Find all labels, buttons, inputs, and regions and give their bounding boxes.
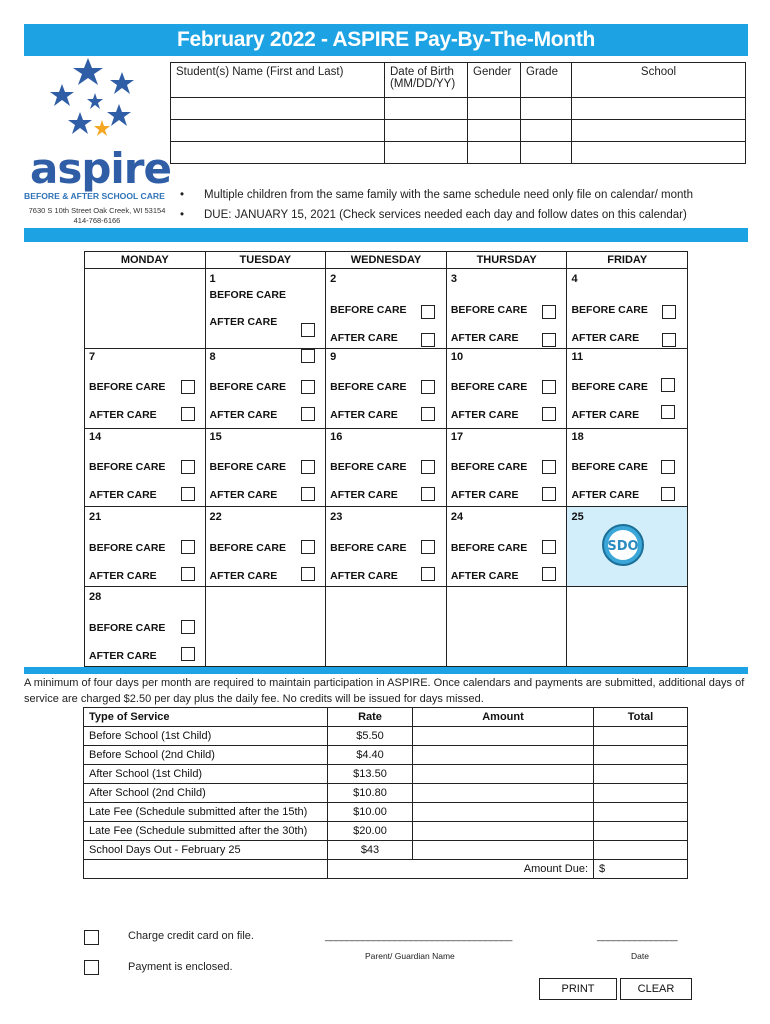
after-care-checkbox[interactable] — [421, 407, 435, 421]
student-info-table — [170, 62, 746, 164]
instruction-item: • DUE: JANUARY 15, 2021 (Check services needed each day and follow dates on this calendar) — [180, 205, 693, 225]
divider-bar — [24, 667, 748, 674]
amount-field[interactable] — [413, 803, 594, 822]
date-number: 1 — [209, 273, 216, 285]
student-name-field[interactable] — [171, 98, 385, 120]
phone-text: 414-768-6166 — [73, 216, 121, 225]
date-number: 23 — [330, 511, 343, 523]
date-number: 7 — [89, 351, 96, 363]
date-number: 2 — [330, 273, 337, 285]
date-number: 21 — [89, 511, 102, 523]
print-button[interactable]: PRINT — [539, 978, 617, 1000]
gender-field[interactable] — [468, 120, 521, 142]
before-care-checkbox[interactable] — [421, 460, 435, 474]
after-care-checkbox[interactable] — [421, 567, 435, 581]
before-care-label: BEFORE CARE — [571, 304, 648, 316]
before-care-checkbox[interactable] — [181, 380, 195, 394]
total-field[interactable] — [594, 784, 688, 803]
after-care-label: AFTER CARE — [450, 409, 519, 421]
total-field[interactable] — [594, 803, 688, 822]
calendar-cell — [567, 269, 688, 349]
day-header-thursday: THURSDAY — [446, 252, 567, 269]
before-care-label: BEFORE CARE — [450, 461, 528, 473]
after-care-label: AFTER CARE — [89, 650, 157, 662]
before-care-label: BEFORE CARE — [450, 542, 528, 554]
after-care-checkbox[interactable] — [542, 407, 556, 421]
table-row — [84, 803, 688, 822]
calendar-cell — [446, 349, 567, 429]
service-name: School Days Out - February 25 — [84, 841, 328, 860]
calendar-cell — [326, 349, 447, 429]
payment-enclosed-checkbox[interactable] — [84, 960, 99, 975]
total-header: Total — [594, 708, 688, 727]
service-rate: $43 — [328, 841, 413, 860]
date-label: Date — [631, 951, 649, 961]
after-care-label: AFTER CARE — [89, 489, 157, 501]
table-row — [84, 822, 688, 841]
service-name: Late Fee (Schedule submitted after the 15th) — [84, 803, 328, 822]
charge-card-checkbox[interactable] — [84, 930, 99, 945]
student-name-field[interactable] — [171, 142, 385, 164]
total-field[interactable] — [594, 727, 688, 746]
amount-field[interactable] — [413, 841, 594, 860]
service-rate: $10.80 — [328, 784, 413, 803]
after-care-label: AFTER CARE — [330, 570, 398, 582]
amount-field[interactable] — [413, 746, 594, 765]
clear-button[interactable]: CLEAR — [620, 978, 692, 1000]
date-number: 22 — [209, 511, 222, 523]
before-care-checkbox[interactable] — [301, 540, 315, 554]
before-care-label: BEFORE CARE — [571, 381, 648, 393]
before-care-checkbox[interactable] — [421, 305, 435, 319]
total-field[interactable] — [594, 841, 688, 860]
dob-header: Date of Birth (MM/DD/YY) — [385, 63, 468, 98]
dob-field[interactable] — [385, 120, 468, 142]
after-care-checkbox[interactable] — [421, 333, 435, 347]
service-name: After School (1st Child) — [84, 765, 328, 784]
gender-field[interactable] — [468, 142, 521, 164]
before-care-checkbox[interactable] — [662, 305, 676, 319]
service-rate: $20.00 — [328, 822, 413, 841]
after-care-label: AFTER CARE — [571, 332, 640, 344]
before-care-checkbox[interactable] — [661, 378, 675, 392]
date-number: 17 — [450, 431, 464, 443]
gender-header: Gender — [468, 63, 521, 98]
before-care-label: BEFORE CARE — [89, 622, 166, 634]
instructions-list — [180, 185, 693, 225]
before-care-label: BEFORE CARE — [330, 381, 407, 393]
calendar-cell — [85, 507, 206, 587]
date-number: 10 — [450, 351, 464, 363]
before-care-checkbox[interactable] — [661, 460, 675, 474]
service-rate: $5.50 — [328, 727, 413, 746]
amount-field[interactable] — [413, 765, 594, 784]
charge-card-label: Charge credit card on file. — [128, 930, 254, 942]
date-line[interactable]: _______________ — [597, 930, 678, 942]
after-care-label: AFTER CARE — [330, 489, 398, 501]
date-number: 11 — [571, 351, 584, 363]
guardian-signature-line[interactable]: ___________________________________ — [325, 930, 512, 942]
amount-field[interactable] — [413, 727, 594, 746]
before-care-label: BEFORE CARE — [330, 461, 407, 473]
calendar-cell — [85, 429, 206, 507]
date-number: 15 — [209, 431, 222, 443]
after-care-checkbox[interactable] — [181, 487, 195, 501]
after-care-checkbox[interactable] — [181, 567, 195, 581]
service-rate: $13.50 — [328, 765, 413, 784]
before-care-label: BEFORE CARE — [209, 461, 286, 473]
grade-header: Grade — [521, 63, 572, 98]
school-day-out-icon — [601, 523, 645, 567]
after-care-checkbox[interactable] — [181, 407, 195, 421]
calendar-cell — [205, 507, 326, 587]
date-number: 14 — [89, 431, 102, 443]
service-type-header: Type of Service — [84, 708, 328, 727]
after-care-label: AFTER CARE — [450, 332, 519, 344]
after-care-checkbox[interactable] — [181, 647, 195, 661]
before-care-checkbox[interactable] — [542, 540, 556, 554]
address-text: 7630 S 10th Street Oak Creek, WI 53154 — [28, 206, 166, 215]
date-number: 16 — [330, 431, 343, 443]
before-care-checkbox[interactable] — [421, 380, 435, 394]
day-header-tuesday: TUESDAY — [205, 252, 326, 269]
before-care-label: BEFORE CARE — [450, 304, 528, 316]
day-header-wednesday: WEDNESDAY — [326, 252, 447, 269]
after-care-label: AFTER CARE — [209, 570, 278, 582]
after-care-label: AFTER CARE — [330, 332, 398, 344]
after-care-checkbox[interactable] — [301, 487, 315, 501]
before-care-label: BEFORE CARE — [209, 381, 286, 393]
page-title: February 2022 - ASPIRE Pay-By-The-Month — [24, 24, 748, 56]
before-care-label: BEFORE CARE — [571, 461, 648, 473]
aspire-logo — [22, 56, 172, 231]
after-care-checkbox[interactable] — [662, 333, 676, 347]
date-number: 4 — [571, 273, 578, 285]
calendar-cell-empty — [567, 587, 688, 667]
before-care-checkbox[interactable] — [301, 380, 315, 394]
logo-wordmark: aspire — [30, 144, 171, 193]
day-header-monday: MONDAY — [85, 252, 206, 269]
sdo-label: SDO — [607, 539, 640, 554]
school-header: School — [572, 63, 746, 98]
amount-field[interactable] — [413, 784, 594, 803]
after-care-label: AFTER CARE — [209, 409, 278, 421]
before-care-label: BEFORE CARE — [89, 381, 166, 393]
amount-field[interactable] — [413, 822, 594, 841]
student-row — [171, 142, 746, 164]
before-care-label: BEFORE CARE — [330, 542, 407, 554]
school-field[interactable] — [572, 98, 746, 120]
after-care-checkbox[interactable] — [542, 567, 556, 581]
service-rate: $10.00 — [328, 803, 413, 822]
after-care-label: AFTER CARE — [571, 489, 640, 501]
after-care-label: AFTER CARE — [571, 409, 640, 421]
after-care-checkbox[interactable] — [301, 567, 315, 581]
before-care-checkbox[interactable] — [542, 380, 556, 394]
after-care-checkbox[interactable] — [542, 487, 556, 501]
calendar-cell-school-day-out — [567, 507, 688, 587]
calendar-cell — [567, 349, 688, 429]
service-name: Before School (1st Child) — [84, 727, 328, 746]
after-care-checkbox[interactable] — [661, 487, 675, 501]
calendar-cell — [85, 587, 206, 667]
school-field[interactable] — [572, 120, 746, 142]
total-field[interactable] — [594, 822, 688, 841]
date-number: 8 — [209, 351, 216, 363]
calendar-cell — [205, 349, 326, 429]
total-field[interactable] — [594, 765, 688, 784]
grade-field[interactable] — [521, 142, 572, 164]
gender-field[interactable] — [468, 98, 521, 120]
after-care-label: AFTER CARE — [450, 489, 519, 501]
table-row — [84, 765, 688, 784]
table-row — [84, 727, 688, 746]
after-care-label: AFTER CARE — [450, 570, 519, 582]
before-care-label: BEFORE CARE — [209, 289, 286, 301]
table-row — [84, 784, 688, 803]
after-care-label: AFTER CARE — [89, 570, 157, 582]
payment-enclosed-label: Payment is enclosed. — [128, 961, 233, 973]
student-row — [171, 120, 746, 142]
stars-icon — [22, 56, 172, 156]
service-name: Before School (2nd Child) — [84, 746, 328, 765]
amount-due-field[interactable]: $ — [594, 860, 688, 879]
after-care-checkbox[interactable] — [421, 487, 435, 501]
calendar-cell — [446, 269, 567, 349]
divider-bar — [24, 228, 748, 242]
before-care-checkbox[interactable] — [421, 540, 435, 554]
after-care-label: AFTER CARE — [89, 409, 157, 421]
after-care-label: AFTER CARE — [209, 489, 278, 501]
calendar-cell-empty — [446, 587, 567, 667]
student-name-header: Student(s) Name (First and Last) — [171, 63, 385, 98]
table-row — [84, 841, 688, 860]
before-care-label: BEFORE CARE — [330, 304, 407, 316]
before-care-checkbox[interactable] — [181, 540, 195, 554]
before-care-checkbox[interactable] — [301, 323, 315, 337]
before-care-label: BEFORE CARE — [89, 461, 166, 473]
before-care-label: BEFORE CARE — [89, 542, 166, 554]
grade-field[interactable] — [521, 98, 572, 120]
rate-header: Rate — [328, 708, 413, 727]
before-care-checkbox[interactable] — [542, 305, 556, 319]
date-number: 3 — [450, 273, 457, 285]
instruction-item: • Multiple children from the same family with the same schedule need only file on calendar/ month — [180, 185, 693, 205]
service-name: After School (2nd Child) — [84, 784, 328, 803]
calendar-cell — [446, 507, 567, 587]
total-field[interactable] — [594, 746, 688, 765]
before-care-label: BEFORE CARE — [450, 381, 528, 393]
calendar-grid — [84, 251, 688, 667]
after-care-label: AFTER CARE — [330, 409, 398, 421]
amount-header: Amount — [413, 708, 594, 727]
calendar-cell — [326, 429, 447, 507]
before-care-checkbox[interactable] — [181, 620, 195, 634]
date-number: 24 — [450, 511, 464, 523]
amount-due-label: Amount Due: — [328, 860, 594, 879]
calendar-cell-empty — [205, 587, 326, 667]
calendar-cell — [567, 429, 688, 507]
date-number: 28 — [89, 591, 102, 603]
before-care-label: BEFORE CARE — [209, 542, 286, 554]
after-care-checkbox[interactable] — [542, 333, 556, 347]
service-rate: $4.40 — [328, 746, 413, 765]
amount-due-row — [84, 860, 688, 879]
policy-note: A minimum of four days per month are required to maintain participation in ASPIRE. Once calendars and payments are submitted, additional days of service are charged $2.50 per day plus the daily fee. No credits will be issued for days missed. — [24, 677, 745, 705]
guardian-name-label: Parent/ Guardian Name — [365, 951, 455, 961]
before-care-checkbox[interactable] — [181, 460, 195, 474]
after-care-label: AFTER CARE — [209, 316, 278, 328]
calendar-cell-empty — [326, 587, 447, 667]
after-care-checkbox[interactable] — [661, 405, 675, 419]
student-row — [171, 98, 746, 120]
logo-address — [22, 206, 172, 226]
blank-cell — [84, 860, 328, 879]
service-name: Late Fee (Schedule submitted after the 30th) — [84, 822, 328, 841]
calendar-cell — [85, 349, 206, 429]
dob-field[interactable] — [385, 142, 468, 164]
calendar-cell-empty — [85, 269, 206, 349]
day-header-friday: FRIDAY — [567, 252, 688, 269]
calendar-cell — [446, 429, 567, 507]
before-care-checkbox[interactable] — [301, 460, 315, 474]
logo-tagline: BEFORE & AFTER SCHOOL CARE — [24, 191, 165, 201]
school-field[interactable] — [572, 142, 746, 164]
after-care-checkbox[interactable] — [301, 407, 315, 421]
date-number: 25 — [571, 511, 584, 523]
date-number: 18 — [571, 431, 584, 443]
calendar-cell — [205, 269, 326, 349]
date-number: 9 — [330, 351, 337, 363]
grade-field[interactable] — [521, 120, 572, 142]
student-name-field[interactable] — [171, 120, 385, 142]
calendar-cell — [326, 269, 447, 349]
rates-table — [83, 707, 688, 879]
before-care-checkbox[interactable] — [542, 460, 556, 474]
table-row — [84, 746, 688, 765]
dob-field[interactable] — [385, 98, 468, 120]
calendar-cell — [326, 507, 447, 587]
calendar-cell — [205, 429, 326, 507]
